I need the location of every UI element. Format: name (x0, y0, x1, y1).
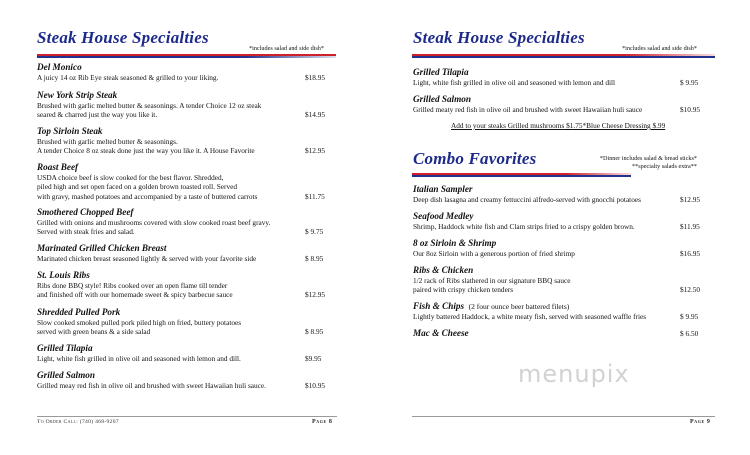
item-price: $ 9.95 (680, 312, 699, 321)
item-name-text: Del Monico (37, 62, 82, 72)
item-name (37, 62, 218, 73)
item-description: Shrimp, Haddock white fish and Clam strips fried to a crispy golden brown. (413, 222, 635, 231)
item-name (37, 307, 241, 318)
footer-rule (412, 416, 715, 417)
footer-phone: To Order Call: (740) 468-9207 (37, 419, 119, 425)
menu-item (37, 126, 255, 156)
item-name (37, 126, 255, 137)
menu-item (413, 184, 641, 204)
menu-item (37, 162, 257, 201)
section-heading: Steak House Specialties (413, 28, 585, 47)
item-price: $ 8.95 (305, 254, 324, 263)
item-description: A tender Choice 8 oz steak done just the way you like it. A House Favorite (37, 146, 255, 156)
item-name-text: Seafood Medley (413, 211, 474, 221)
menu-item (37, 370, 266, 390)
item-description: USDA choice beef is slow cooked for the best flavor. Shredded, (37, 173, 224, 182)
combo-note-line: *Dinner includes salad & bread sticks* (599, 155, 697, 162)
item-price: $12.95 (680, 195, 701, 204)
item-price: $12.95 (305, 146, 326, 156)
item-name-text: Grilled Tilapia (413, 67, 469, 77)
item-description: Light, white fish grilled in olive oil and seasoned with lemon and dill (413, 78, 616, 87)
item-description: Deep dish lasagna and creamy fettuccini alfredo-served with gnocchi potatoes (413, 195, 641, 204)
footer-rule (37, 416, 337, 417)
item-name (413, 94, 642, 105)
item-name (37, 243, 256, 254)
item-description: served with green beans & a side salad (37, 327, 151, 337)
menu-item (37, 343, 241, 363)
item-name-text: Top Sirloin Steak (37, 126, 103, 136)
item-name-text: New York Strip Steak (37, 90, 118, 100)
item-name-text: Roast Beef (37, 162, 79, 172)
item-name (37, 207, 270, 218)
item-name-text: Marinated Grilled Chicken Breast (37, 243, 167, 253)
item-description: Served with steak fries and salad. (37, 227, 135, 237)
item-description: Our 8oz Sirloin with a generous portion of fried shrimp (413, 249, 575, 258)
item-price: $ 6.50 (680, 329, 699, 338)
menu-item (37, 207, 270, 237)
section-note: *includes salad and side dish* (249, 45, 324, 52)
combo-note-line: **specialty salads extra** (632, 162, 697, 170)
item-price: $ 9.75 (305, 227, 324, 237)
item-name (413, 238, 575, 249)
item-name-text: Grilled Salmon (413, 94, 471, 104)
item-name (413, 301, 646, 312)
item-description: Grilled meaty red fish in olive oil and brushed with sweet Hawaiian huli sauce (413, 105, 643, 114)
item-name-text: Shredded Pulled Pork (37, 307, 121, 317)
item-price: $9.95 (305, 354, 322, 363)
item-description: A juicy 14 oz Rib Eye steak seasoned & grilled to your liking. (37, 73, 219, 82)
menu-item (37, 90, 261, 120)
item-price: $12.50 (680, 285, 701, 295)
item-price: $11.95 (680, 222, 700, 231)
heading-rule (37, 54, 336, 58)
item-price: $14.95 (305, 110, 326, 120)
menu-item (413, 211, 635, 231)
item-price: $11.75 (305, 191, 325, 201)
item-name-text: Grilled Salmon (37, 370, 95, 380)
item-name-text: St. Louis Ribs (37, 270, 90, 280)
item-price: $ 8.95 (305, 327, 324, 337)
item-name (37, 162, 257, 173)
menu-item (413, 265, 570, 295)
section-heading: Steak House Specialties (37, 28, 209, 47)
menu-item (37, 307, 241, 337)
page-number: Page 8 (312, 419, 333, 425)
item-name-text: Grilled Tilapia (37, 343, 93, 353)
item-price: $10.95 (305, 381, 326, 390)
item-name (37, 270, 233, 281)
item-description: piled high and set open faced on a golden brown toasted roll. Served (37, 182, 238, 192)
item-description: Lightly battered Haddock, a white meaty fish, served with seasoned waffle fries (413, 312, 647, 321)
item-price: $18.95 (305, 73, 326, 82)
item-name-text: Mac & Cheese (413, 328, 469, 338)
menu-item (37, 62, 218, 82)
item-name-text: Italian Sampler (413, 184, 473, 194)
watermark-logo: menupix (518, 360, 630, 388)
steak-addons: Add to your steaks Grilled mushrooms $1.75*Blue Cheese Dressing $.99 (451, 121, 666, 130)
item-name (37, 343, 241, 354)
item-description: 1/2 rack of Ribs slathered in our signature BBQ sauce (413, 276, 571, 285)
item-name (413, 184, 641, 195)
item-price: $10.95 (680, 105, 701, 114)
item-description: Brushed with garlic melted butter & seasonings. (37, 137, 178, 146)
item-name (413, 211, 635, 222)
item-name-text: Fish & Chips (413, 301, 465, 311)
combo-note (575, 155, 697, 170)
menu-item (413, 94, 642, 114)
item-name-text: 8 oz Sirloin & Shrimp (413, 238, 497, 248)
item-name (413, 67, 615, 78)
item-name (37, 370, 266, 381)
item-description: Grilled meay red fish in olive oil and brushed with sweet Hawaiian huli sauce. (37, 381, 266, 390)
item-description: paired with crispy chicken tenders (413, 285, 514, 295)
item-description: and finished off with our homemade sweet & spicy barbecue sauce (37, 290, 233, 300)
menu-item (37, 270, 233, 300)
combo-heading: Combo Favorites (413, 149, 537, 168)
item-name (413, 328, 469, 339)
menu-item (413, 67, 615, 87)
item-description: Brushed with garlic melted butter & seasonings. A tender Choice 12 oz steak (37, 101, 262, 110)
item-name (37, 90, 261, 101)
item-name-text: Smothered Chopped Beef (37, 207, 134, 217)
item-description: Grilled with onions and mushrooms covered with slow cooked roast beef gravy. (37, 218, 271, 227)
item-description: Marinated chicken breast seasoned lightly & served with your favorite side (37, 254, 257, 263)
item-price: $ 9.95 (680, 78, 699, 87)
heading-rule (412, 54, 715, 58)
menu-item (413, 301, 646, 321)
item-inline-note: (2 four ounce beer battered filets) (468, 302, 570, 311)
item-description: seared & charred just the way you like it. (37, 110, 158, 120)
item-price: $16.95 (680, 249, 701, 258)
item-description: with gravy, mashed potatoes and accompanied by a taste of buttered carrots (37, 191, 258, 201)
item-name-text: Ribs & Chicken (413, 265, 474, 275)
item-description: Light, white fish grilled in olive oil and seasoned with lemon and dill. (37, 354, 241, 363)
menu-item (413, 328, 469, 339)
item-description: Ribs done BBQ style! Ribs cooked over an open flame till tender (37, 281, 228, 290)
item-description: Slow cooked smoked pulled pork piled high on fried, buttery potatoes (37, 318, 242, 327)
menu-item (413, 238, 575, 258)
combo-heading-rule (412, 173, 631, 177)
item-price: $12.95 (305, 290, 326, 300)
page-number: Page 9 (690, 419, 711, 425)
section-note: *includes salad and side dish* (622, 45, 697, 52)
menu-item (37, 243, 256, 263)
item-name (413, 265, 570, 276)
